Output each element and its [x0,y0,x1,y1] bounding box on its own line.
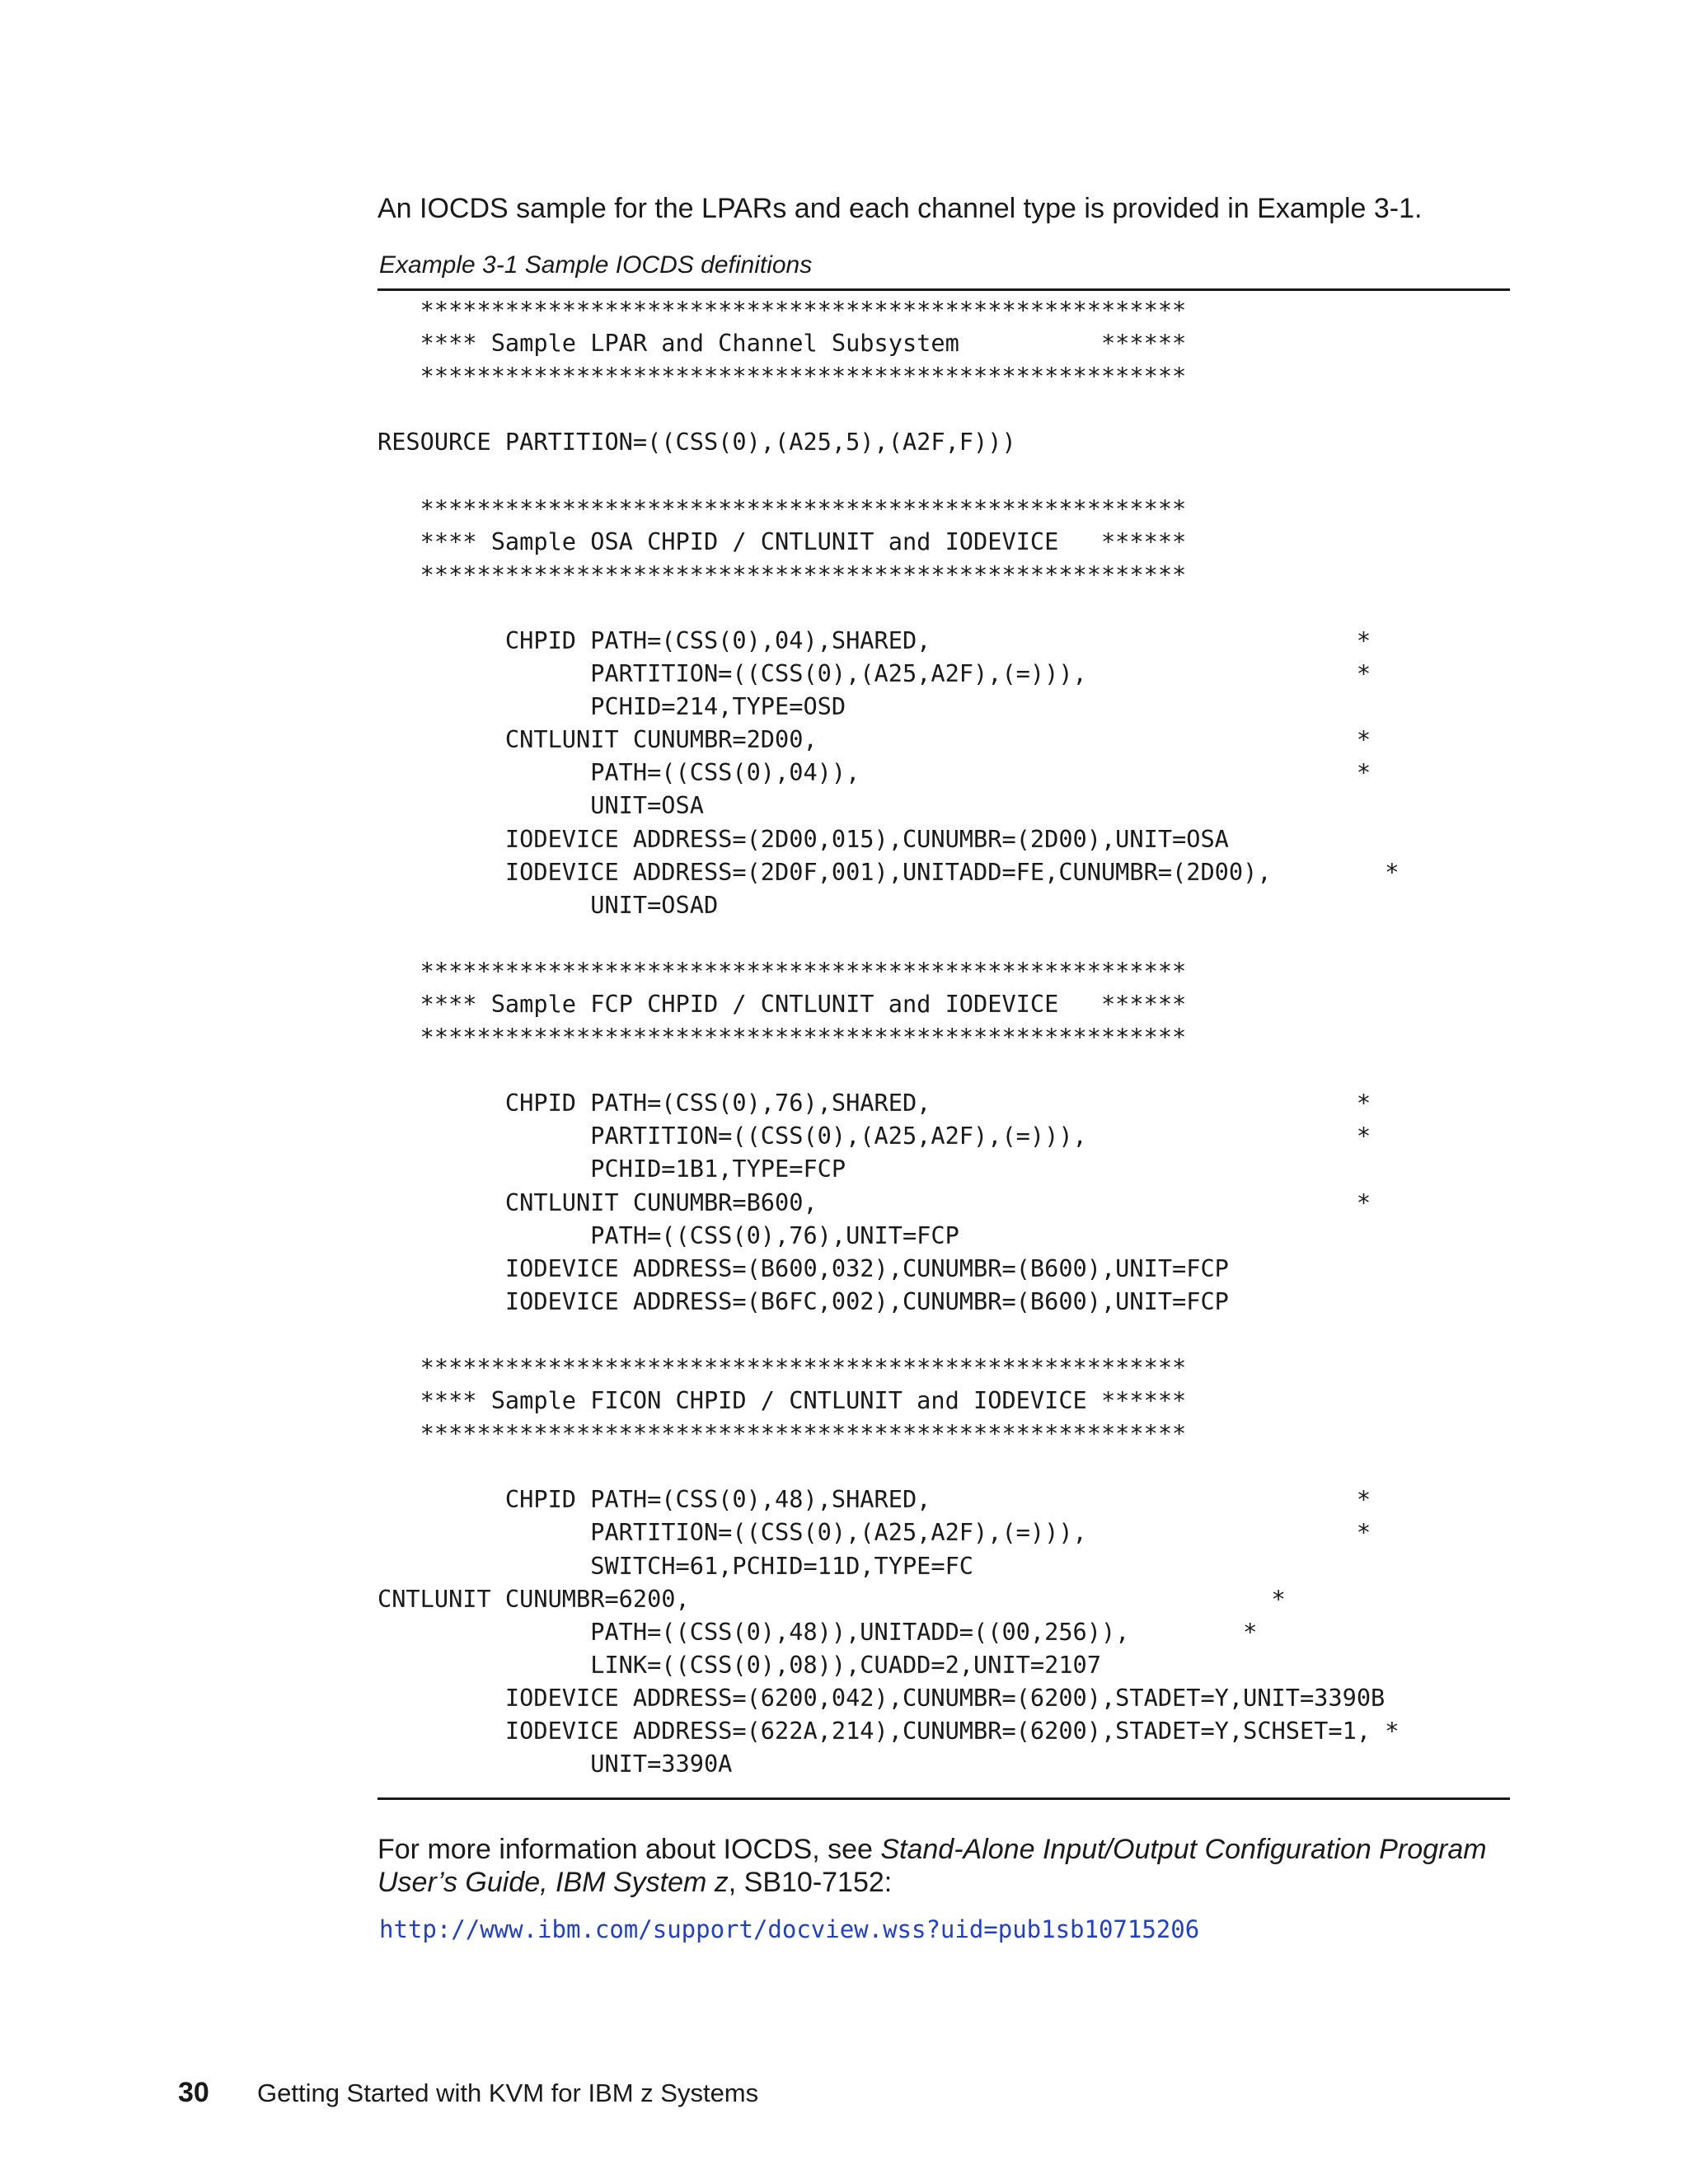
footer-page-number: 30 [178,2077,209,2108]
example-bottom-rule [377,1797,1510,1800]
example-top-rule [377,288,1510,291]
more-info-paragraph [377,1833,1515,1899]
footer-book-title: Getting Started with KVM for IBM z Systems [257,2079,759,2107]
iocds-code-listing: ****************************************************** **** Sample LPAR and Channel Subsystem ****** ****************************************************** RESOURCE PARTITION=((CSS(0),(A25,5),(A2F,F))) ****************************************************** **** Sample OSA CHPID / CNTLUNIT and IODEVICE ****** ****************************************************** CHPID PATH=(CSS(0),04),SHARED, * PARTITION=((CSS(0),(A25,A2F),(=))), * PCHID=214,TYPE=OSD CNTLUNIT CUNUMBR=2D00, * PATH=((CSS(0),04)), * UNIT=OSA IODEVICE ADDRESS=(2D00,015),CUNUMBR=(2D00),UNIT=OSA IODEVICE ADDRESS=(2D0F,001),UNITADD=FE,CUNUMBR=(2D00), * UNIT=OSAD ****************************************************** **** Sample FCP CHPID / CNTLUNIT and IODEVICE ****** ****************************************************** CHPID PATH=(CSS(0),76),SHARED, * PARTITION=((CSS(0),(A25,A2F),(=))), * PCHID=1B1,TYPE=FCP CNTLUNIT CUNUMBR=B600, * PATH=((CSS(0),76),UNIT=FCP IODEVICE ADDRESS=(B600,032),CUNUMBR=(B600),UNIT=FCP IODEVICE ADDRESS=(B6FC,002),CUNUMBR=(B600),UNIT=FCP ****************************************************** **** Sample FICON CHPID / CNTLUNIT and IODEVICE ****** ****************************************************** CHPID PATH=(CSS(0),48),SHARED, * PARTITION=((CSS(0),(A25,A2F),(=))), * SWITCH=61,PCHID=11D,TYPE=FC CNTLUNIT CUNUMBR=6200, * PATH=((CSS(0),48)),UNITADD=((00,256)), * LINK=((CSS(0),08)),CUADD=2,UNIT=2107 IODEVICE ADDRESS=(6200,042),CUNUMBR=(6200),STADET=Y,UNIT=3390B IODEVICE ADDRESS=(622A,214),CUNUMBR=(6200),STADET=Y,SCHSET=1, * UNIT=3390A [377,296,1400,1779]
docview-link[interactable]: http://www.ibm.com/support/docview.wss?uid=pub1sb10715206 [379,1915,1200,1943]
example-caption: Example 3-1 Sample IOCDS definitions [379,251,813,279]
more-info-suffix: , SB10-7152: [728,1867,893,1898]
more-info-book-title: Stand-Alone Input/Output Configuration Program User’s Guide, IBM System z [377,1834,1487,1898]
more-info-prefix: For more information about IOCDS, see [377,1834,881,1865]
intro-paragraph: An IOCDS sample for the LPARs and each channel type is provided in Example 3-1. [377,193,1423,224]
